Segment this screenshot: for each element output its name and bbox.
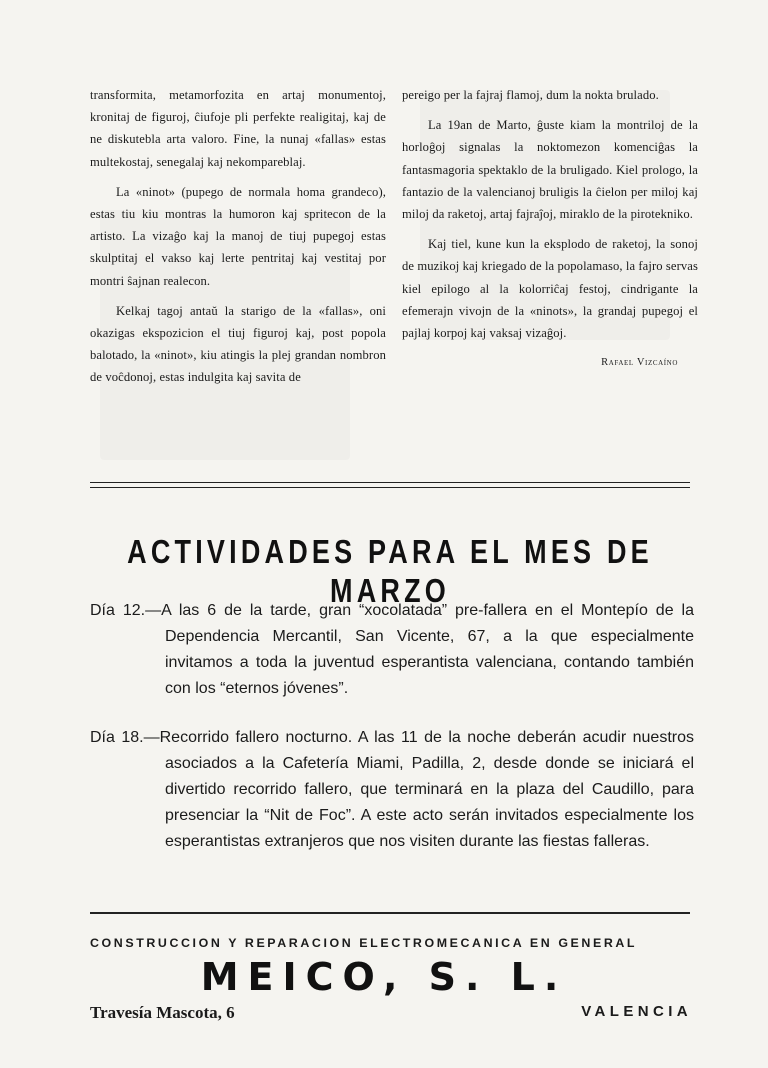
- activity-text-block: [90, 598, 694, 702]
- article-paragraph: Kaj tiel, kune kun la eksplodo de raketoj, la sonoj de muzikoj kaj kriegado de la popolamaso, la fajro servas kiel epilogo al la kolorriĉaj festoj, cindrigante la efemerajn vivojn de la «ninots», la grandaj pupegoj el pajlaj korpoj kaj vaksaj vizaĝoj.: [402, 237, 698, 341]
- activity-text-block: [90, 725, 694, 855]
- article-paragraph: La 19an de Marto, ĝuste kiam la montriloj de la horloĝoj signalas la noktomezon komenciĝas la fantasmagoria spektaklo de la bruligado. Kiel prologo, la fantazio de la valencianoj bruligis la ĉielon per miloj kaj miloj da raketoj, artaj fajraĵoj, miraklo de la piroteknikо.: [402, 118, 698, 222]
- article-paragraph: transformita, metamorfozita en artaj monumentoj, kronitaj de figuroj, ĉiufoje pli perfekte realigitaj, kaj de ne diskutebla arta valoro. Fine, la nunaj «fallas» estas multekostaj, senegalaj kaj nekompareblaj.: [90, 88, 386, 169]
- article-signature: Rafael Vizcaíno: [601, 357, 678, 369]
- ad-brand-name: MEICO, S. L.: [200, 955, 568, 999]
- ad-address: Travesía Mascota, 6: [90, 1003, 235, 1022]
- ad-divider: [90, 912, 690, 914]
- article-paragraph: Kelkaj tagoj antaŭ la starigo de la «fallas», oni okazigas ekspozicion el tiuj figuroj kaj, post popola balotado, la «ninot», kiu atingis la plej grandan nombron de voĉdonoj, estas indulgita kaj savita de: [90, 303, 386, 385]
- section-divider: [90, 482, 690, 488]
- activities-title: ACTIVIDADES PARA EL MES DE MARZO: [127, 533, 653, 610]
- activity-description: A las 6 de la tarde, gran “xocolatada” pre-fallera en el Montepío de la Dependencia Mercantil, San Vicente, 67, a la que especialmente invitamos a toda la juventud esperantista valenciana, contando también con los “eternos jóvenes”.: [161, 602, 694, 697]
- activity-day: Día 18.—: [90, 729, 160, 746]
- activity-entry: [90, 725, 694, 855]
- article-left-column: [90, 84, 386, 397]
- activity-description: Recorrido fallero nocturno. A las 11 de la noche deberán acudir nuestros asociados a la Cafetería Miami, Padilla, 2, desde donde se iniciará el divertido recorrido fallero, que terminará en la plaza del Caudillo, para presenciar la “Nit de Foc”. A este acto serán invitados especialmente los esperantistas extranjeros que nos visiten durante las fiestas falleras.: [159, 729, 694, 850]
- ad-headline: CONSTRUCCION Y REPARACION ELECTROMECANICA EN GENERAL: [90, 936, 638, 950]
- article-paragraph: La «ninot» (pupego de normala homa grandeco), estas tiu kiu montras la humoron kaj spritecon de la artisto. La vizaĝo kaj la manoj de tiuj pupegoj estas skulptitaj el vakso kaj lerte pentritaj kaj vestitaj por montri ŝajnan realecon.: [90, 184, 386, 288]
- activity-entry: [90, 598, 694, 702]
- ad-city: VALENCIA: [581, 1003, 692, 1020]
- activity-day: Día 12.—: [90, 602, 162, 619]
- article-paragraph: pereigo per la fajraj flamoj, dum la nokta brulado.: [402, 88, 659, 102]
- article-right-column: [402, 84, 698, 374]
